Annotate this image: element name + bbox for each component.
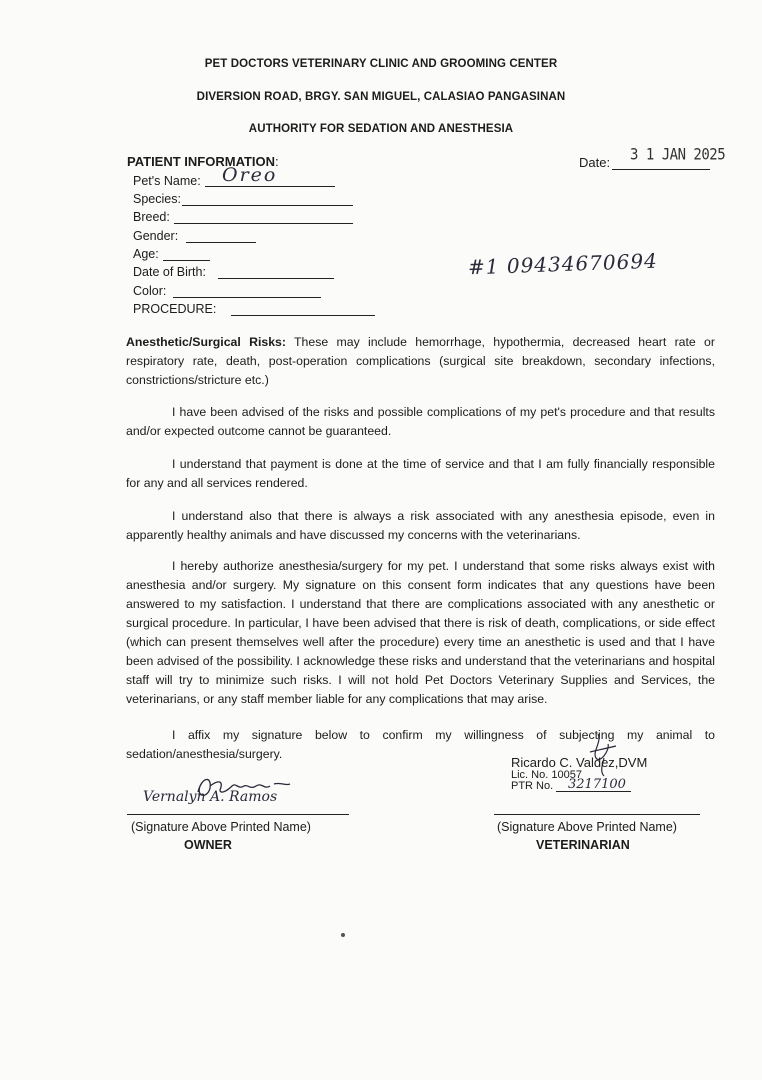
date-stamp: 3 1 JAN 2025 [630,145,726,165]
paper-speck [341,933,345,937]
vet-license: Lic. No. 10057 [511,769,582,781]
field-dob-label: Date of Birth: [133,265,206,279]
vet-ptr: PTR No. [511,781,647,792]
risks-label: Anesthetic/Surgical Risks: [126,335,286,349]
field-procedure-label: PROCEDURE: [133,302,217,316]
field-color-label: Color: [133,284,167,298]
field-breed-line[interactable] [174,223,353,224]
clinic-address: DIVERSION ROAD, BRGY. SAN MIGUEL, CALASIAO PANGASINAN [196,91,566,103]
owner-signature-caption: (Signature Above Printed Name) [131,820,311,834]
date-line [612,169,710,170]
paragraph-risk: I understand also that there is always a risk associated with any anesthesia episode, even in apparently healthy animals and have discussed my concerns with the veterinarians. [126,509,715,542]
handwritten-phone-note: #1 09434670694 [467,248,659,280]
paragraph-authorize: I hereby authorize anesthesia/surgery for my pet. I understand that some risks always exist with anesthesia and/or surgery. My signature on this consent form indicates that any questions have been answered to my satisfaction. I understand that there are complications associated with any anesthetic or surgical procedure. In particular, I have been advised that there is risk of death, complications, or side effect (which can present themselves well after the procedure) every time an anesthetic is used and that I have been advised of the possibility. I acknowledge these risks and understand that the veterinarians and hospital staff will try to minimize such risks. I will not hold Pet Doctors Veterinary Supplies and Services, the veterinarians, or any staff member liable for any complications that may arise. [126,559,715,706]
vet-name: Ricardo C. Valdez,DVM [511,755,648,770]
field-species-line[interactable] [182,205,353,206]
field-age-line[interactable] [163,260,210,261]
field-pet-name-line[interactable] [205,186,335,187]
field-gender-line[interactable] [186,242,256,243]
owner-printed-name: Vernalyn A. Ramos [143,789,278,805]
field-species-label: Species: [133,192,181,206]
vet-role-label: VETERINARIAN [536,838,630,852]
field-pet-name-value: Oreo [222,164,278,186]
vet-ptr-value: 3217100 [568,777,626,792]
paragraph-affix: I affix my signature below to confirm my willingness of subjecting my animal to sedation/anesthesia/surgery. [126,728,715,761]
paragraph-payment: I understand that payment is done at the time of service and that I am fully financially responsible for any and all services rendered. [126,457,715,490]
field-breed-label: Breed: [133,210,170,224]
patient-info-title: PATIENT INFORMATION: [127,154,279,169]
form-title: AUTHORITY FOR SEDATION AND ANESTHESIA [248,123,514,135]
vet-signature-line[interactable] [494,814,700,815]
field-color-line[interactable] [173,297,321,298]
field-pet-name-label: Pet's Name: [133,174,201,188]
clinic-name: PET DOCTORS VETERINARY CLINIC AND GROOMING CENTER [204,58,558,70]
field-gender-label: Gender: [133,229,179,243]
risks-paragraph [126,333,715,390]
field-dob-line[interactable] [218,278,334,279]
owner-role-label: OWNER [184,838,232,852]
date-label: Date: [579,155,611,170]
owner-signature-line[interactable] [127,814,349,815]
vet-signature-caption: (Signature Above Printed Name) [497,820,677,834]
risks-text: These may include hemorrhage, hypothermia, decreased heart rate or respiratory rate, death, post-operation complications (surgical site breakdown, secondary infections, constrictions/stricture etc.) [126,335,715,387]
field-procedure-line[interactable] [231,315,375,316]
field-age-label: Age: [133,247,159,261]
paragraph-advised: I have been advised of the risks and possible complications of my pet's procedure and that results and/or expected outcome cannot be guaranteed. [126,405,715,438]
